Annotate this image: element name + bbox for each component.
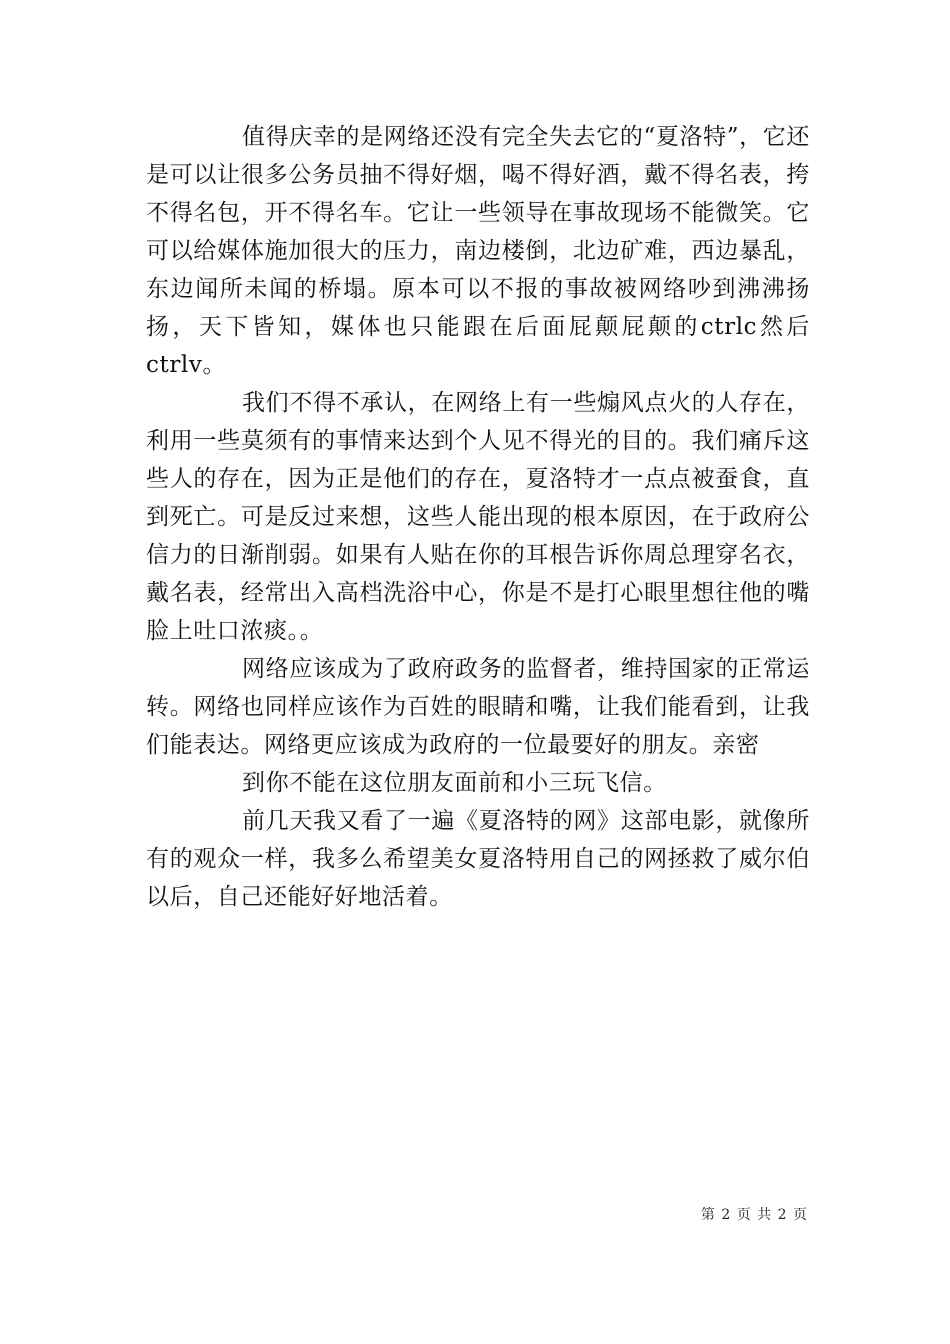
- page-number-footer: 第 2 页 共 2 页: [700, 1207, 808, 1223]
- paragraph: 网络应该成为了政府政务的监督者，维持国家的正常运转。网络也同样应该作为百姓的眼睛和嘴，让我们能看到，让我们能表达。网络更应该成为政府的一位最要好的朋友。亲密: [146, 656, 810, 758]
- document-body: [146, 118, 810, 916]
- paragraph: 前几天我又看了一遍《夏洛特的网》这部电影，就像所有的观众一样，我多么希望美女夏洛特用自己的网拯救了威尔伯以后，自己还能好好地活着。: [146, 808, 810, 910]
- paragraph: 我们不得不承认，在网络上有一些煽风点火的人存在，利用一些莫须有的事情来达到个人见不得光的目的。我们痛斥这些人的存在，因为正是他们的存在，夏洛特才一点点被蚕食，直到死亡。可是反过来想，这些人能出现的根本原因，在于政府公信力的日渐削弱。如果有人贴在你的耳根告诉你周总理穿名衣，戴名表，经常出入高档洗浴中心，你是不是打心眼里想往他的嘴脸上吐口浓痰。。: [146, 390, 810, 644]
- paragraph: 到你不能在这位朋友面前和小三玩飞信。: [242, 770, 667, 796]
- paragraph: 值得庆幸的是网络还没有完全失去它的“夏洛特”，它还是可以让很多公务员抽不得好烟，喝不得好酒，戴不得名表，挎不得名包，开不得名车。它让一些领导在事故现场不能微笑。它可以给媒体施加很大的压力，南边楼倒，北边矿难，西边暴乱，东边闻所未闻的桥塌。原本可以不报的事故被网络吵到沸沸扬扬，天下皆知，媒体也只能跟在后面屁颠屁颠的ctrlc然后ctrlv。: [146, 124, 810, 378]
